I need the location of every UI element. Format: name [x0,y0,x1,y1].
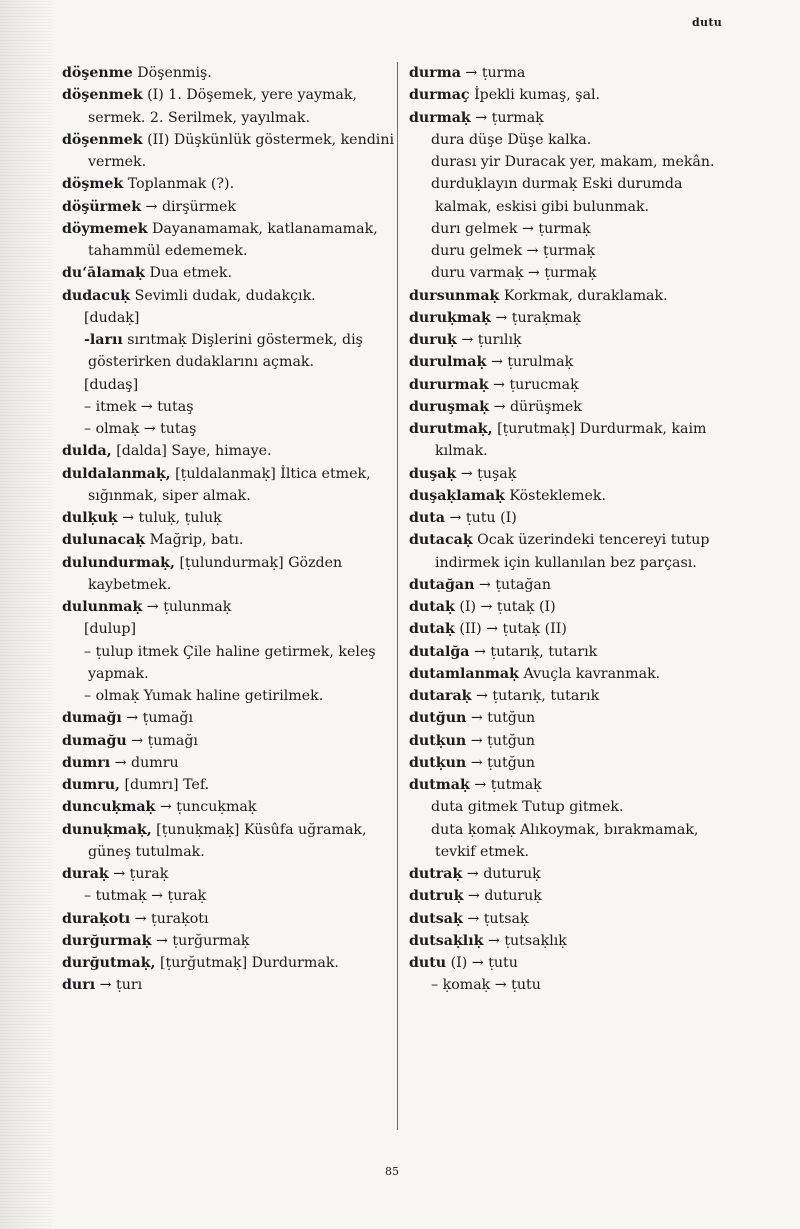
entry-definition: Ocak üzerindeki tencereyi tutup indirmek için kullanılan bez parçası. [435,532,710,571]
entry-definition: → ṭutğun [466,754,536,771]
entry-headword: dumrı [62,754,111,771]
dictionary-entry [409,418,735,463]
entry-definition: – ṭulup itmek Çile haline getirmek, keleş yapmak. [84,643,376,682]
dictionary-entry [409,774,735,796]
entry-definition: → ṭurulmaḳ [486,354,574,371]
entry-definition: → ṭutsaḳ [462,910,529,927]
entry-definition: [ṭuldalanmaḳ] İltica etmek, sığınmak, siper almak. [88,465,371,504]
entry-definition: – tutmaḳ → ṭuraḳ [84,888,207,905]
entry-definition: Mağrip, batı. [145,532,244,549]
entry-definition: → ṭulunmaḳ [142,599,232,615]
entry-definition: → ṭumağı [121,710,194,727]
entry-definition: Dua etmek. [145,265,233,282]
entry-definition: → ṭumağı [126,732,198,749]
entry-definition: duta ḳomaḳ Alıkoymak, bırakmamak, tevkif etmek. [431,821,699,860]
entry-definition: – olmaḳ → tutaş [84,421,197,437]
entry-headword: dutraḳ [409,866,463,882]
dictionary-entry [409,129,735,151]
dictionary-entry [62,774,398,796]
entry-headword: durmaç [409,87,470,104]
dictionary-entry [62,396,398,418]
dictionary-entry [62,463,398,508]
dictionary-entry [62,129,398,174]
entry-definition: Avuçla kavranmak. [518,665,661,682]
dictionary-entry [409,707,735,729]
dictionary-entry [62,84,398,129]
entry-headword: dumağu [62,732,127,749]
entry-definition: [ṭulundurmaḳ] Gözden kaybetmek. [88,554,343,593]
entry-headword: dutamlanmaḳ [409,665,519,682]
entry-headword: duraḳotı [62,910,131,927]
dictionary-entry [62,285,398,307]
dictionary-entry [409,730,735,752]
dictionary-entry [62,529,398,551]
dictionary-entry [409,351,735,373]
entry-headword: dulḳuḳ [62,510,118,526]
dictionary-entry [409,796,735,818]
entry-definition: durası yir Duracak yer, makam, mekân. [431,154,715,170]
entry-definition: (I) → ṭutaḳ (I) [454,599,556,615]
entry-headword: dururmaḳ [409,376,489,393]
dictionary-entry [62,819,398,864]
entry-definition: [ṭurutmaḳ] Durdurmak, kaim kılmak. [435,421,707,460]
dictionary-entry [62,196,398,218]
entry-definition: → ṭurı [95,977,143,994]
dictionary-entry [62,173,398,195]
left-column [62,62,398,997]
entry-headword: durulmaḳ [409,354,487,371]
entry-headword: döşmek [62,176,124,193]
entry-headword: dutḳun [409,754,467,771]
entry-headword: dutaḳ [409,621,455,638]
entry-headword: dutsaḳ [409,910,463,927]
dictionary-entry [62,885,398,907]
dictionary-entry [409,307,735,329]
entry-definition: Sevimli dudak, dudakçık. [130,287,316,304]
dictionary-entry [62,908,398,930]
dictionary-entry [409,908,735,930]
dictionary-entry [62,596,398,618]
entry-headword: duldalanmaḳ, [62,465,171,482]
entry-definition: (I) 1. Döşemek, yere yaymak, sermek. 2. Serilmek, yayılmak. [88,87,357,126]
entry-definition: Dayanamamak, katlanamamak, tahammül edememek. [88,220,378,259]
dictionary-entry [409,329,735,351]
entry-definition: [dalda] Saye, himaye. [111,443,272,460]
dictionary-entry [409,463,735,485]
entry-definition: [dumrı] Tef. [119,777,210,793]
entry-headword: durğurmaḳ [62,932,152,949]
dictionary-entry [409,84,735,106]
dictionary-entry [62,62,398,84]
entry-headword: dumağı [62,710,122,727]
entry-definition: → ṭutarıḳ, tutarık [471,688,600,704]
entry-definition: Korkmak, duraklamak. [499,287,668,304]
dictionary-entry [409,396,735,418]
entry-headword: durma [409,65,461,81]
entry-definition: → ṭutsaḳlıḳ [483,932,567,949]
entry-headword: dutmaḳ [409,777,470,793]
entry-headword: dutacaḳ [409,532,473,549]
dictionary-entry [409,507,735,529]
entry-definition: dura düşe Düşe kalka. [431,131,592,148]
dictionary-entry [62,863,398,885]
dictionary-entry [409,596,735,618]
entry-definition: → ṭurucmaḳ [488,376,579,393]
dictionary-entry [62,418,398,440]
dictionary-entry [409,952,735,974]
right-column [409,62,735,997]
entry-definition: (II) → ṭutaḳ (II) [454,621,567,638]
entry-definition: → ṭurmaḳ [470,109,544,126]
entry-definition: → ṭutarıḳ, tutarık [469,643,598,660]
entry-headword: duruḳ [409,332,457,348]
dictionary-entry [409,819,735,864]
entry-definition: → ṭurma [460,65,526,81]
entry-headword: duraḳ [62,866,109,882]
entry-definition: → tuluḳ, ṭuluḳ [117,510,222,526]
entry-headword: dutaraḳ [409,688,472,704]
dictionary-entry [62,440,398,462]
entry-definition: Döşenmiş. [132,65,212,81]
entry-definition: [dudaḳ] [84,309,140,326]
entry-definition: Toplanmak (?). [123,176,235,193]
entry-headword: döymemek [62,220,148,237]
entry-headword: duta [409,510,445,526]
dictionary-entry [409,485,735,507]
entry-definition: – ḳomaḳ → ṭutu [431,977,541,994]
dictionary-entry [62,796,398,818]
entry-definition: → ṭuşaḳ [456,465,517,482]
entry-headword: dursunmaḳ [409,287,500,304]
entry-definition: → dürüşmek [489,398,582,415]
dictionary-entry [62,730,398,752]
dictionary-entry [409,262,735,284]
dictionary-entry [409,374,735,396]
scan-edge-shadow [0,0,52,1229]
entry-definition: → ṭuraḳmaḳ [490,309,581,326]
entry-definition: – olmaḳ Yumak haline getirilmek. [84,688,324,704]
entry-definition: → duturuḳ [462,866,541,882]
entry-definition: duta gitmek Tutup gitmek. [431,799,624,816]
page-number: 85 [385,1165,399,1178]
dictionary-entry [409,285,735,307]
dictionary-entry [409,618,735,640]
dictionary-entry [409,641,735,663]
entry-headword: dutğun [409,710,467,727]
entry-headword: döşürmek [62,198,142,215]
entry-headword: duruḳmaḳ [409,309,491,326]
dictionary-entry [409,173,735,218]
entry-definition: durduḳlayın durmaḳ Eski durumda kalmak, eskisi gibi bulunmak. [431,176,683,215]
entry-definition: (I) → ṭutu [446,955,518,971]
entry-headword: dulundurmaḳ, [62,554,175,571]
entry-headword: durı [62,977,96,994]
dictionary-entry [62,952,398,974]
column-divider [397,62,398,1130]
entry-definition: durı gelmek → ṭurmaḳ [431,220,591,237]
entry-definition: → duturuḳ [463,888,542,905]
entry-headword: -larıı [84,332,123,348]
entry-definition: → ṭutğun [466,732,536,749]
entry-headword: dunuḳmaḳ, [62,821,152,838]
entry-headword: dutalğa [409,643,470,660]
entry-definition: → ṭuraḳ [108,866,169,882]
entry-headword: durğutmaḳ, [62,955,156,971]
dictionary-entry [409,240,735,262]
entry-headword: döşenme [62,65,133,81]
entry-definition: sırıtmaḳ Dişlerini göstermek, diş gösterirken dudaklarını açmak. [88,332,363,371]
entry-definition: duru varmaḳ → ṭurmaḳ [431,265,597,282]
dictionary-entry [409,752,735,774]
entry-definition: [dulup] [84,621,137,638]
entry-definition: Kösteklemek. [504,487,607,504]
dictionary-entry [409,62,735,84]
entry-headword: dulunmaḳ [62,599,143,615]
entry-headword: durmaḳ [409,109,471,126]
entry-headword: dutsaḳlıḳ [409,932,484,949]
entry-headword: döşenmek [62,87,143,104]
entry-definition: → ṭutmaḳ [469,777,542,793]
entry-headword: du‘ālamaḳ [62,265,145,282]
entry-definition: [ṭunuḳmaḳ] Küsûfa uğramak, güneş tutulmak. [88,821,367,860]
running-head: dutu [692,16,722,29]
entry-headword: dutḳun [409,732,467,749]
entry-definition: → ṭutağan [474,576,552,593]
entry-headword: duncuḳmaḳ [62,799,156,816]
dictionary-entry [409,885,735,907]
entry-definition: → dirşürmek [141,198,236,215]
entry-definition: → ṭurılıḳ [456,332,522,348]
entry-definition: → tutğun [466,710,536,727]
entry-headword: dutaḳ [409,599,455,615]
entry-definition: → ṭurğurmaḳ [151,932,250,949]
entry-headword: duruşmaḳ [409,398,490,415]
dictionary-entry [62,618,398,640]
dictionary-entry [409,107,735,129]
dictionary-entry [409,574,735,596]
dictionary-entry [62,641,398,686]
entry-headword: dumru, [62,777,120,793]
dictionary-entry [409,863,735,885]
entry-definition: → ṭutu (I) [444,510,517,526]
entry-definition: – itmek → tutaş [84,398,194,415]
entry-definition: [dudaş] [84,376,139,393]
entry-definition: → ṭuncuḳmaḳ [155,799,257,816]
entry-headword: durutmaḳ, [409,421,493,437]
entry-headword: dutruḳ [409,888,464,905]
entry-headword: duşaḳ [409,465,457,482]
entry-definition: İpekli kumaş, şal. [469,87,601,104]
entry-definition: → ṭuraḳotı [130,910,209,927]
entry-headword: duşaḳlamaḳ [409,487,505,504]
dictionary-entry [62,752,398,774]
entry-definition: (II) Düşkünlük göstermek, kendini vermek. [88,131,395,170]
entry-headword: döşenmek [62,131,143,148]
dictionary-entry [409,663,735,685]
dictionary-entry [62,307,398,329]
dictionary-entry [409,930,735,952]
entry-headword: dutu [409,955,447,971]
dictionary-entry [62,329,398,374]
dictionary-entry [409,685,735,707]
entry-definition: → dumru [110,754,179,771]
entry-definition: [ṭurğutmaḳ] Durdurmak. [155,955,339,971]
dictionary-entry [62,507,398,529]
dictionary-entry [62,930,398,952]
dictionary-entry [409,974,735,996]
dictionary-entry [62,552,398,597]
dictionary-entry [409,529,735,574]
dictionary-entry [62,374,398,396]
dictionary-entry [62,262,398,284]
dictionary-entry [62,974,398,996]
dictionary-entry [409,218,735,240]
entry-headword: dulunacaḳ [62,532,146,549]
dictionary-entry [409,151,735,173]
entry-headword: dulda, [62,443,112,460]
entry-headword: dudacuḳ [62,287,131,304]
dictionary-entry [62,707,398,729]
dictionary-entry [62,685,398,707]
entry-headword: dutağan [409,576,475,593]
entry-definition: duru gelmek → ṭurmaḳ [431,243,596,259]
dictionary-entry [62,218,398,263]
